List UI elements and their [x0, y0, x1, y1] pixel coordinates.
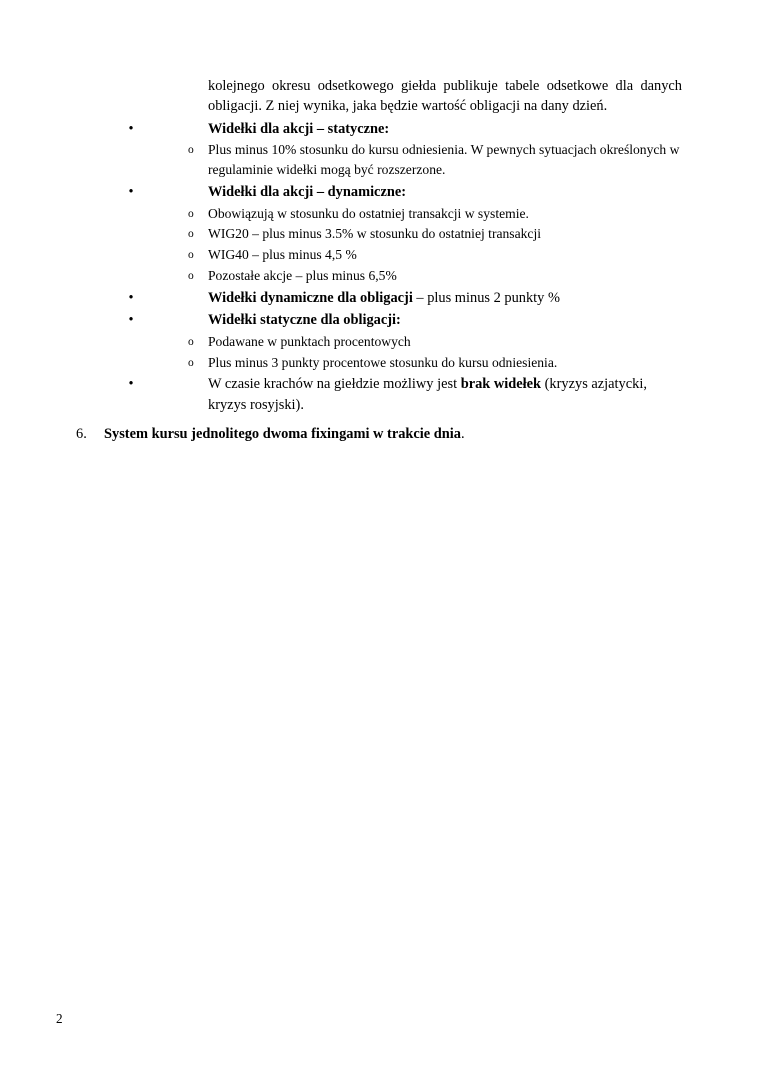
bullet-marker: • — [128, 120, 134, 137]
page-number: 2 — [56, 1011, 63, 1026]
sub-bullet-marker: o — [188, 335, 194, 348]
number-marker: 6. — [76, 426, 87, 443]
bullet-list — [0, 119, 760, 415]
sub-item-text: Plus minus 3 punkty procentowe stosunku do kursu odniesienia. — [208, 354, 558, 370]
sub-bullet-marker: o — [188, 207, 194, 220]
list-item-crash — [0, 374, 760, 415]
numbered-item — [0, 424, 760, 444]
section-title: Widełki dynamiczne dla obligacji — [208, 289, 413, 306]
sub-list — [0, 332, 760, 373]
bullet-marker: • — [128, 289, 134, 306]
list-item — [0, 310, 760, 330]
sub-bullet-marker: o — [188, 144, 194, 157]
sub-bullet-marker: o — [188, 228, 194, 241]
sub-item-text: Plus minus 10% stosunku do kursu odniesienia. W pewnych sytuacjach określonych w regulaminie widełki mogą być rozszerzone. — [208, 142, 680, 178]
list-item — [0, 204, 760, 224]
list-item — [0, 288, 760, 308]
numbered-item-rest: . — [460, 426, 465, 443]
crash-text-part2: (kryzys azjatycki, kryzys rosyjski). — [208, 376, 647, 413]
list-item — [0, 224, 760, 244]
list-item — [0, 182, 760, 202]
bullet-marker: • — [128, 312, 134, 329]
sub-list — [0, 140, 760, 180]
sub-item-text: WIG20 – plus minus 3.5% w stosunku do ostatniej transakcji — [208, 226, 542, 242]
section-title: Widełki statyczne dla obligacji: — [208, 312, 401, 329]
numbered-list — [0, 424, 760, 444]
sub-item-text: WIG40 – plus minus 4,5 % — [208, 247, 357, 263]
sub-list — [0, 204, 760, 286]
list-item — [0, 353, 760, 373]
section-title: Widełki dla akcji – dynamiczne: — [208, 184, 407, 201]
sub-bullet-marker: o — [188, 249, 194, 262]
crash-text-part1: W czasie krachów na giełdzie możliwy jest — [208, 376, 461, 393]
crash-text-bold: brak widełek — [460, 376, 542, 393]
intro-paragraph: kolejnego okresu odsetkowego giełda publikuje tabele odsetkowe dla danych obligacji. Z niej wynika, jaka będzie wartość obligacji na dany dzień. — [208, 78, 682, 115]
section-title: Widełki dla akcji – statyczne: — [208, 120, 390, 137]
document-body — [0, 76, 760, 445]
section-title-rest: – plus minus 2 punkty % — [412, 289, 560, 306]
list-item — [0, 245, 760, 265]
sub-bullet-marker: o — [188, 356, 194, 369]
sub-item-text: Podawane w punktach procentowych — [208, 333, 411, 349]
list-item — [0, 266, 760, 286]
list-item — [0, 119, 760, 139]
sub-item-text: Pozostałe akcje – plus minus 6,5% — [208, 268, 397, 284]
sub-item-text: Obowiązują w stosunku do ostatniej transakcji w systemie. — [208, 205, 529, 221]
numbered-item-title: System kursu jednolitego dwoma fixingami w trakcie dnia — [104, 426, 461, 443]
list-item — [0, 332, 760, 352]
sub-bullet-marker: o — [188, 270, 194, 283]
list-item — [0, 140, 760, 180]
bullet-marker: • — [128, 376, 134, 393]
bullet-marker: • — [128, 184, 134, 201]
